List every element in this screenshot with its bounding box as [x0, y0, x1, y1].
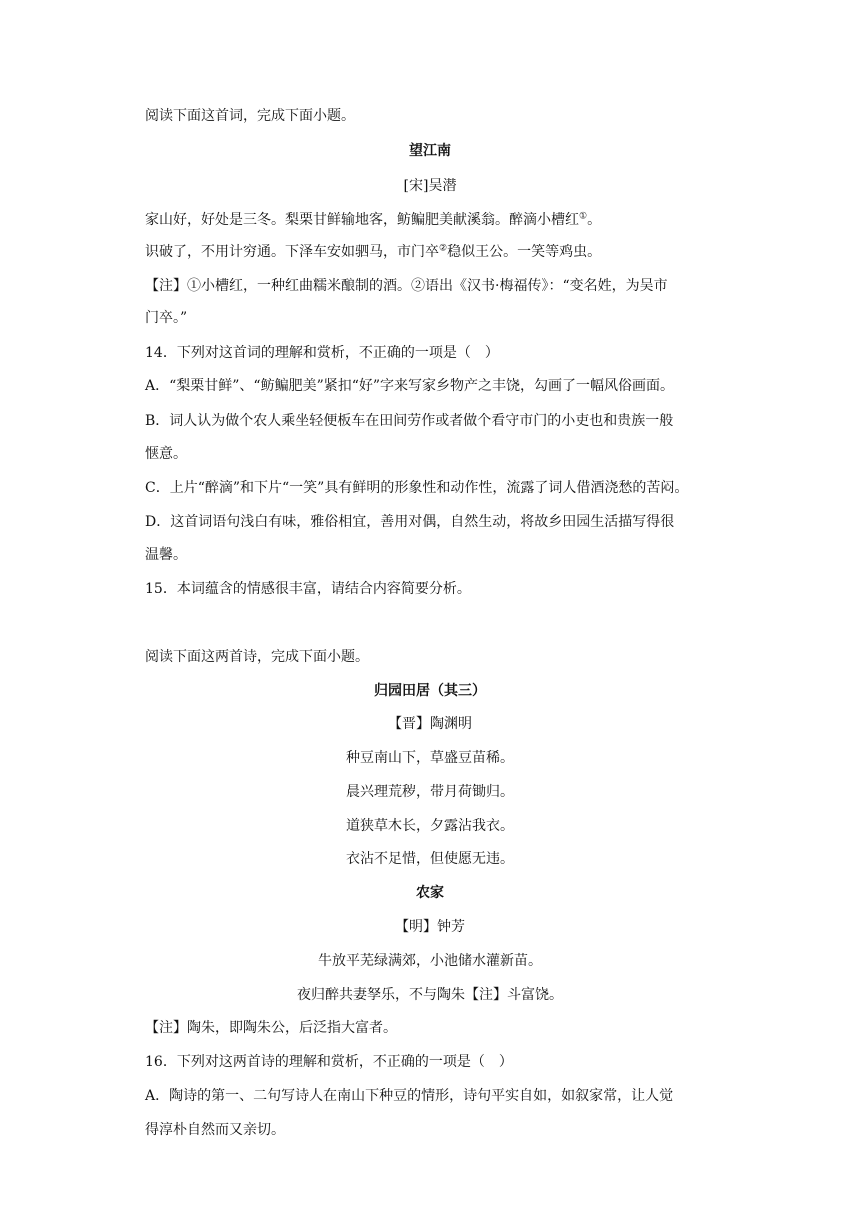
poem-line [145, 210, 601, 230]
poem-line-text: 识破了，不用计穷通。下泽车安如驷马，市门卒 [145, 244, 439, 260]
option-a-cont: 得淳朴自然而又亲切。 [145, 1122, 285, 1138]
poem-line [145, 242, 601, 262]
footnote-marker: ① [579, 211, 588, 222]
poem2-author: 【明】钟芳 [395, 919, 465, 935]
poem-author: [宋]吴潜 [403, 178, 457, 194]
option-d: D．这首词语句浅白有味，雅俗相宜，善用对偶，自然生动，将故乡田园生活描写得很 [145, 514, 675, 530]
poem1-line: 衣沾不足惜，但使愿无违。 [346, 851, 514, 867]
poem1-title: 归园田居（其三） [374, 683, 486, 699]
poem-line-text: 家山好，好处是三冬。梨栗甘鲜输地客，鲂鳊肥美献溪翁。醉滴小槽红 [145, 212, 579, 228]
poem-line-end: 。 [587, 212, 602, 228]
option-b-cont: 惬意。 [145, 446, 187, 462]
question-16-stem: 16．下列对这两首诗的理解和赏析，不正确的一项是（ ） [145, 1054, 513, 1070]
poem1-line: 晨兴理荒秽，带月荷锄归。 [346, 784, 514, 800]
poem2-line: 夜归醉共妻孥乐，不与陶朱【注】斗富饶。 [297, 987, 563, 1003]
poem-title: 望江南 [409, 143, 451, 159]
poem-line-text: 稳似王公。一笑等鸡虫。 [447, 244, 602, 260]
note-line: 【注】陶朱，即陶朱公，后泛指大富者。 [145, 1020, 397, 1036]
poem1-line: 种豆南山下，草盛豆苗稀。 [346, 750, 514, 766]
option-a: A．陶诗的第一、二句写诗人在南山下种豆的情形，诗句平实自如，如叙家常，让人觉 [145, 1088, 674, 1104]
poem1-line: 道狭草木长，夕露沾我衣。 [346, 818, 514, 834]
option-c: C．上片“醉滴”和下片“一笑”具有鲜明的形象性和动作性，流露了词人借酒浇愁的苦闷。 [145, 480, 689, 496]
footnote-marker: ② [439, 243, 448, 254]
poem2-title: 农家 [416, 885, 444, 901]
poem2-line: 牛放平芜绿满郊，小池储水灌新苗。 [318, 953, 542, 969]
note-line: 【注】①小槽红，一种红曲糯米酿制的酒。②语出《汉书·梅福传》：“变名姓，为吴市 [145, 278, 668, 294]
option-a: A．“梨栗甘鲜”、“鲂鳊肥美”紧扣“好”字来写家乡物产之丰饶，勾画了一幅风俗画面。 [145, 378, 675, 394]
option-b: B．词人认为做个农人乘坐轻便板车在田间劳作或者做个看守市门的小吏也和贵族一般 [145, 413, 674, 429]
section2-intro: 阅读下面这两首诗，完成下面小题。 [145, 649, 369, 665]
question-15: 15．本词蕴含的情感很丰富，请结合内容简要分析。 [145, 581, 471, 597]
option-d-cont: 温馨。 [145, 547, 187, 563]
note-line: 门卒。” [145, 310, 188, 326]
question-14-stem: 14．下列对这首词的理解和赏析，不正确的一项是（ ） [145, 345, 499, 361]
section1-intro: 阅读下面这首词，完成下面小题。 [145, 108, 355, 124]
poem1-author: 【晋】陶渊明 [388, 716, 472, 732]
